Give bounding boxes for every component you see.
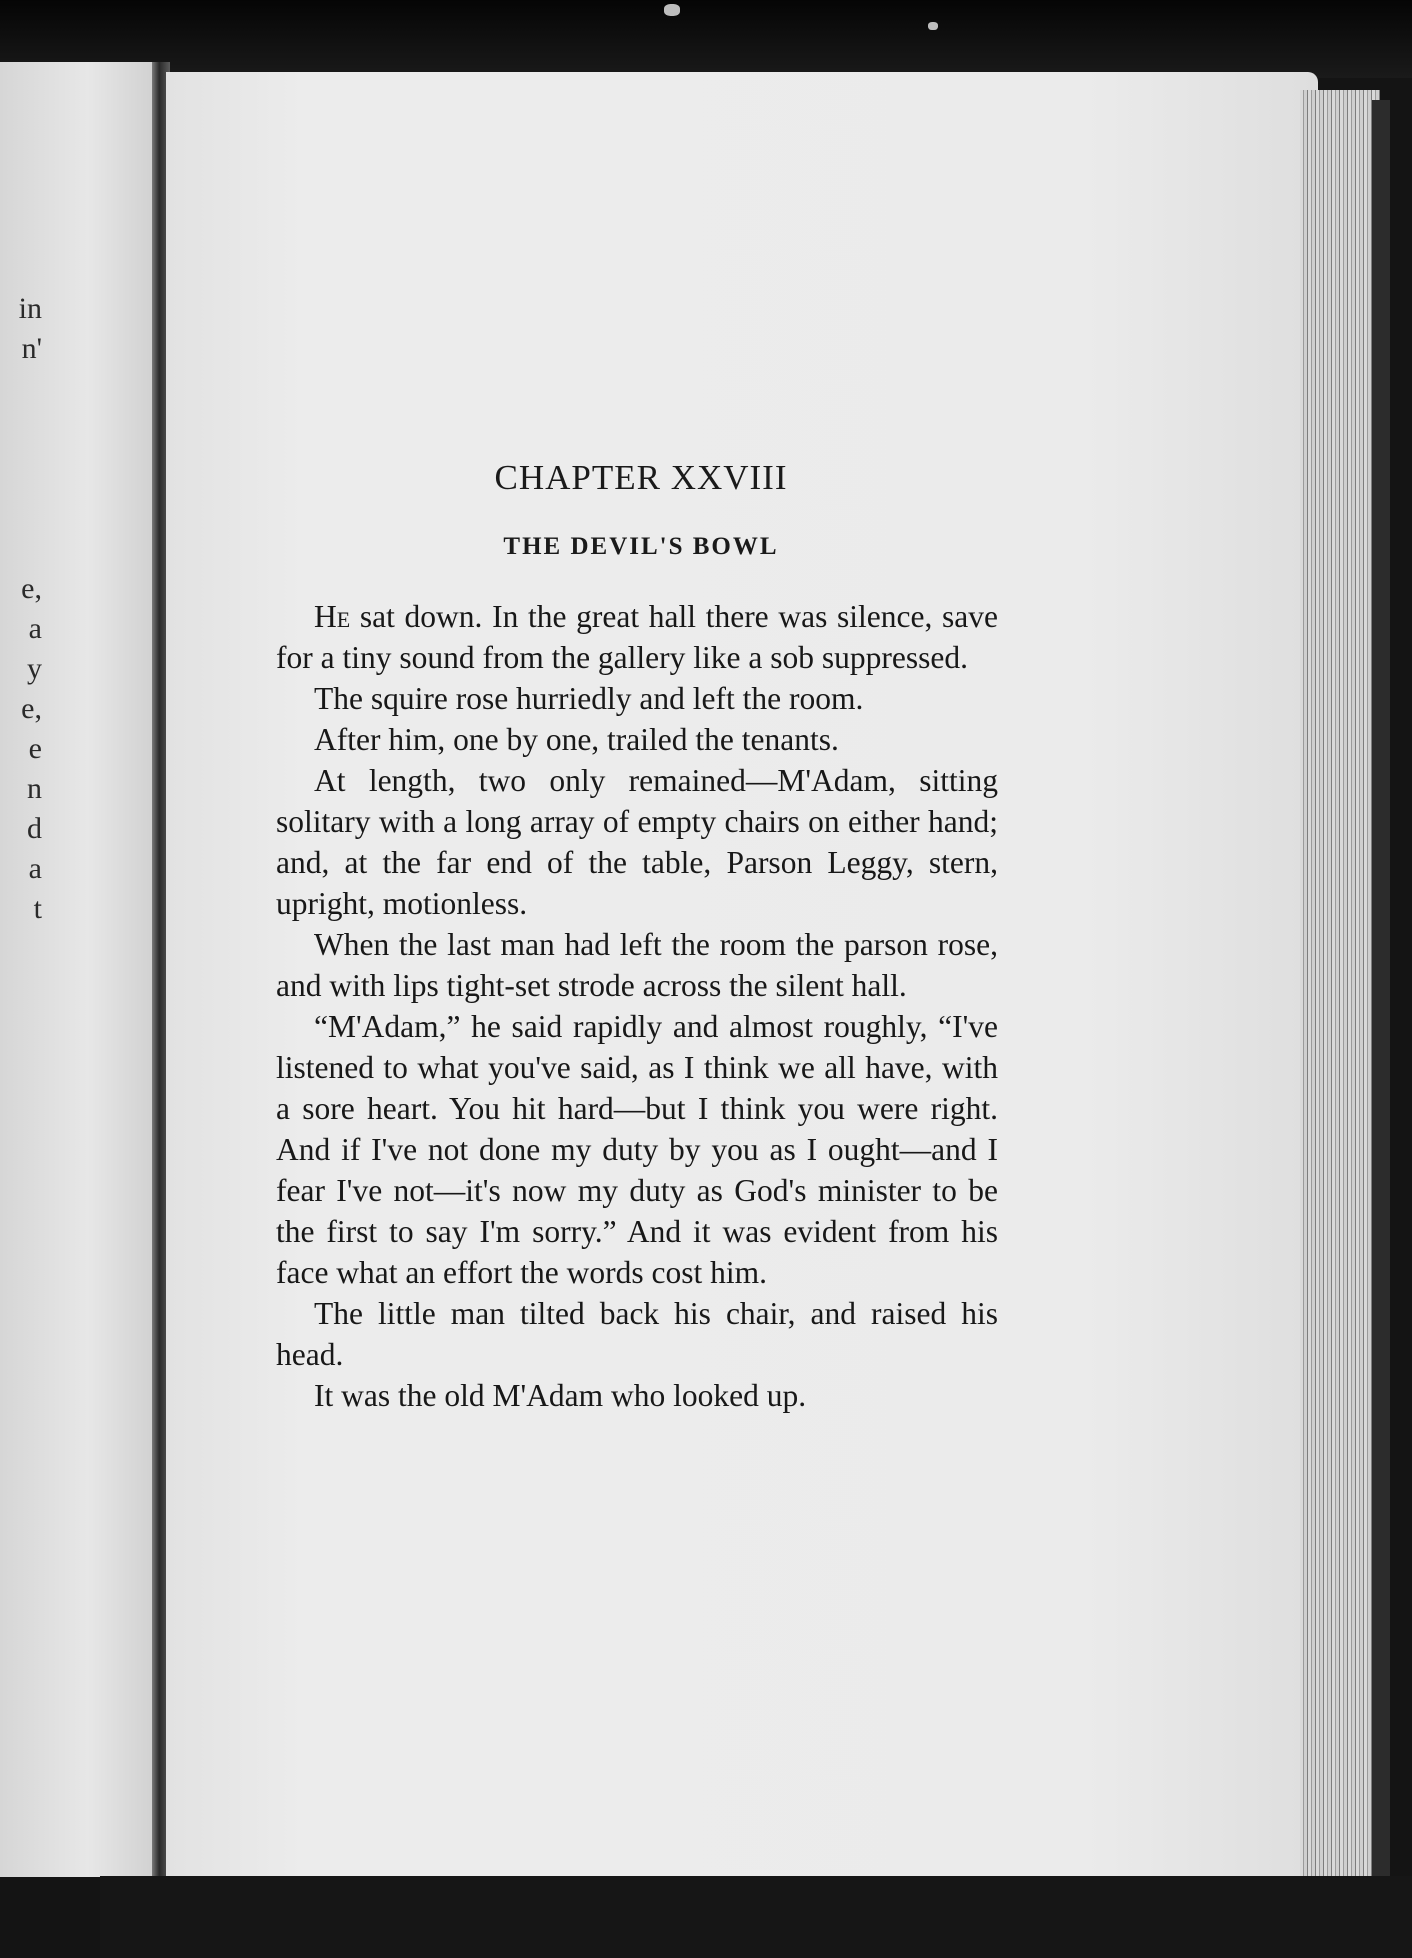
fragment-line: d: [27, 812, 42, 845]
chapter-subtitle: THE DEVIL'S BOWL: [503, 533, 779, 560]
paragraph-text: It was the old M'Adam who looked up.: [314, 1378, 807, 1413]
drop-lead-word: He: [314, 599, 351, 634]
fragment-line: n: [27, 772, 42, 805]
paragraph: [276, 1375, 998, 1416]
paragraph-text: When the last man had left the room the parson rose, and with lips tight-set strode across the silent hall.: [276, 927, 998, 1003]
paragraph: [276, 678, 998, 719]
paragraph-text: “M'Adam,” he said rapidly and almost roughly, “I've listened to what you've said, as I think we all have, with a sore heart. You hit hard—but I think you were right. And if I've not done my duty by you as I ought—and I fear I've not—it's now my duty as God's minister to be the first to say I'm sorry.” And it was evident from his face what an effort the words cost him.: [276, 1009, 998, 1290]
fragment-line: n': [21, 332, 42, 365]
edge-shadow: [1372, 100, 1390, 1880]
facing-page: [0, 62, 160, 1877]
paragraph: [276, 719, 998, 760]
fragment-line: e,: [21, 692, 42, 725]
paragraph: [276, 760, 998, 924]
paragraph-text: The little man tilted back his chair, and raised his head.: [276, 1296, 998, 1372]
fragment-line: e,: [21, 572, 42, 605]
fragment-line: a: [28, 852, 42, 885]
chapter-title: CHAPTER XXVIII: [494, 458, 788, 497]
paragraph: [276, 1006, 998, 1293]
paragraph-text: After him, one by one, trailed the tenants.: [314, 722, 839, 757]
dust-speck: [928, 22, 938, 30]
page-edges: [1300, 90, 1380, 1880]
paragraph-text: The squire rose hurriedly and left the room.: [314, 681, 864, 716]
fragment-line: in: [18, 292, 42, 325]
fragment-line: t: [33, 892, 42, 925]
chapter-body: [276, 596, 998, 1416]
paragraph: [276, 1293, 998, 1375]
dust-speck: [664, 4, 680, 16]
scanner-background-top: [0, 0, 1412, 78]
paragraph: [276, 924, 998, 1006]
paragraph-text: At length, two only remained—M'Adam, sitting solitary with a long array of empty chairs on either hand; and, at the far end of the table, Parson Leggy, stern, upright, motionless.: [276, 763, 998, 921]
paragraph: [276, 596, 998, 678]
fragment-line: y: [27, 652, 42, 685]
fragment-line: e: [28, 732, 42, 765]
fragment-line: a: [28, 612, 42, 645]
scanner-background-bottom: [100, 1876, 1412, 1958]
paragraph-text: sat down. In the great hall there was silence, save for a tiny sound from the gallery like a sob suppressed.: [276, 599, 998, 675]
